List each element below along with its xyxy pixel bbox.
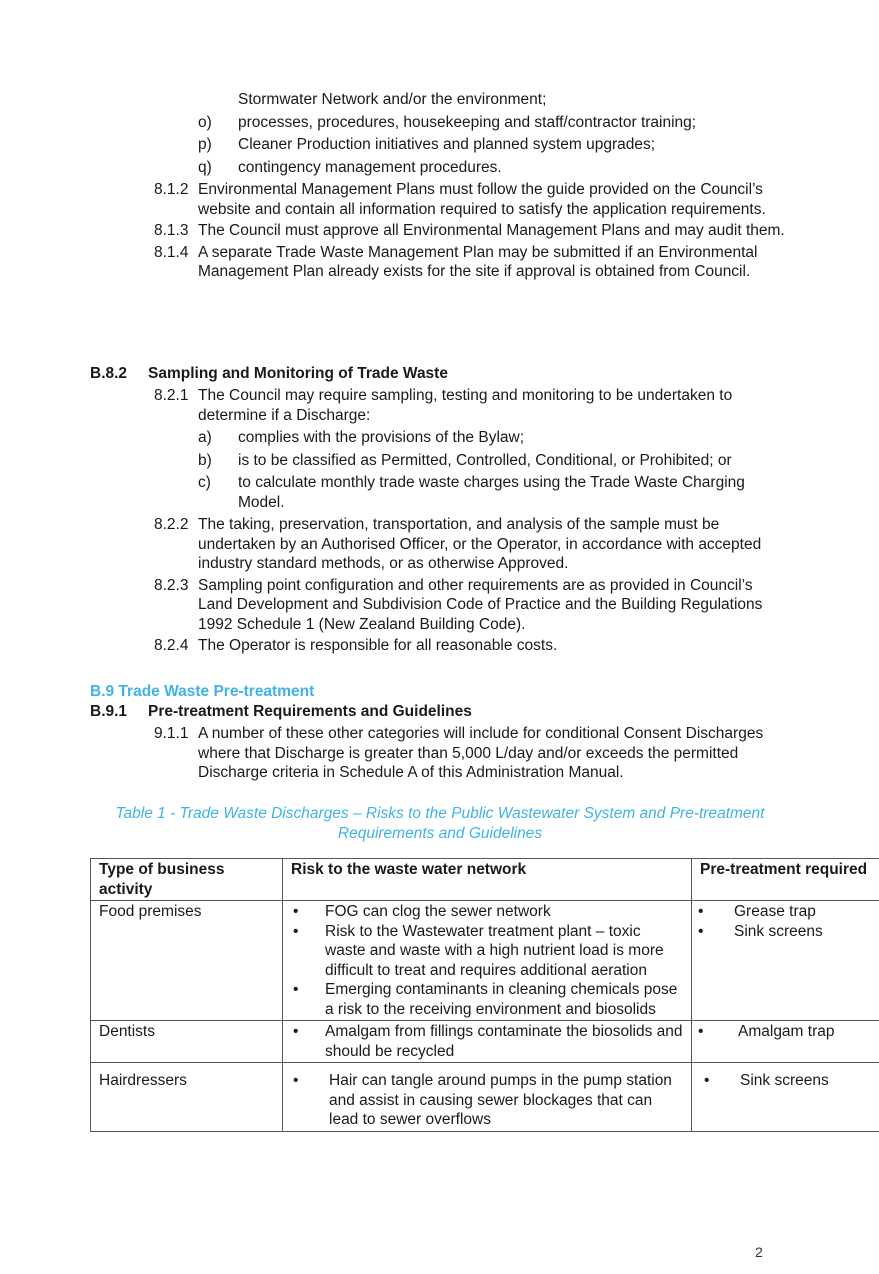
list-item: p) Cleaner Production initiatives and planned system upgrades; [198, 136, 656, 153]
clauses-8-2 [154, 515, 784, 658]
table-row [91, 1021, 879, 1063]
risk-cell [283, 901, 692, 1021]
risk-table [90, 858, 879, 1132]
continued-lettered-list [198, 90, 798, 177]
risk-cell [283, 1021, 692, 1063]
clause-8-1-2: 8.1.2 Environmental Management Plans must follow the guide provided on the Council’s website and contain all information required to satisfy the application requirements. [154, 181, 766, 218]
list-item: • Emerging contaminants in cleaning chemicals pose a risk to the receiving environment and biosolids [291, 980, 683, 1019]
clause-8-2-4: 8.2.4 The Operator is responsible for all reasonable costs. [154, 637, 558, 654]
table-row [91, 901, 879, 1021]
clause-8-2-3: 8.2.3 Sampling point configuration and other requirements are as provided in Council’s Land Development and Subdivision Code of Practice and the Building Regulations 1992 Schedule 1 (New Zealand Building Code). [154, 576, 763, 633]
clause-8-2-1 [154, 386, 794, 427]
heading-b-8-2: B.8.2 Sampling and Monitoring of Trade Waste [90, 365, 448, 382]
pretreatment-cell [692, 1063, 879, 1132]
clause-9-1-1-text: 9.1.1 A number of these other categories will include for conditional Consent Discharges where that Discharge is greater than 5,000 L/day and/or exceeds the permitted Discharge criteria in Schedule A of this Administration Manual. [154, 725, 764, 781]
risk-cell [283, 1063, 692, 1132]
page-number: 2 [755, 1244, 763, 1260]
table-caption: Table 1 - Trade Waste Discharges – Risks to the Public Wastewater System and Pre-treatment Requirements and Guidelines [115, 805, 765, 842]
list-item: Stormwater Network and/or the environment; [238, 91, 547, 108]
clause-8-2-2: 8.2.2 The taking, preservation, transportation, and analysis of the sample must be undertaken by an Authorised Officer, or the Operator, in accordance with accepted industry standard methods, or as otherwise Approved. [154, 516, 762, 572]
list-item: q) contingency management procedures. [198, 158, 502, 176]
column-header-risk: Risk to the waste water network [283, 859, 692, 901]
list-item: • Sink screens [702, 1071, 879, 1091]
list-item: • FOG can clog the sewer network [291, 902, 683, 922]
column-header-pretreatment: Pre-treatment required [692, 859, 879, 901]
list-item: a) complies with the provisions of the Bylaw; [198, 429, 525, 446]
activity-cell: Hairdressers [91, 1063, 283, 1132]
column-header-activity: Type of business activity [91, 859, 283, 901]
table-header-row [91, 859, 879, 901]
heading-b-9-1: B.9.1 Pre-treatment Requirements and Guidelines [90, 703, 472, 720]
list-item: • Hair can tangle around pumps in the pump station and assist in causing sewer blockages that can lead to sewer overflows [291, 1071, 683, 1130]
list-item: c) to calculate monthly trade waste charges using the Trade Waste Charging Model. [198, 474, 745, 511]
clauses-8-1 [154, 180, 794, 284]
list-item: b) is to be classified as Permitted, Controlled, Conditional, or Prohibited; or [198, 451, 732, 469]
clause-9-1-1 [154, 724, 794, 785]
list-item: • Grease trap [696, 902, 879, 922]
activity-cell: Food premises [91, 901, 283, 1021]
pretreatment-cell [692, 1021, 879, 1063]
clause-8-1-3: 8.1.3 The Council must approve all Environmental Management Plans and may audit them. [154, 222, 785, 239]
list-item: • Sink screens [696, 922, 879, 942]
pretreatment-cell [692, 901, 879, 1021]
list-item: • Risk to the Wastewater treatment plant – toxic waste and waste with a high nutrient load is more difficult to treat and requires additional aeration [291, 922, 683, 981]
table-row [91, 1063, 879, 1132]
sampling-purpose-list [198, 428, 798, 512]
section-title-b-9: B.9 Trade Waste Pre-treatment [90, 683, 315, 700]
list-item: o) processes, procedures, housekeeping and staff/contractor training; [198, 113, 697, 131]
activity-cell: Dentists [91, 1021, 283, 1063]
clause-8-2-1-text: 8.2.1 The Council may require sampling, testing and monitoring to be undertaken to determine if a Discharge: [154, 387, 733, 424]
list-item: • Amalgam from fillings contaminate the biosolids and should be recycled [291, 1022, 683, 1061]
list-item: • Amalgam trap [696, 1022, 879, 1042]
clause-8-1-4: 8.1.4 A separate Trade Waste Management Plan may be submitted if an Environmental Management Plan already exists for the site if approval is obtained from Council. [154, 243, 758, 280]
